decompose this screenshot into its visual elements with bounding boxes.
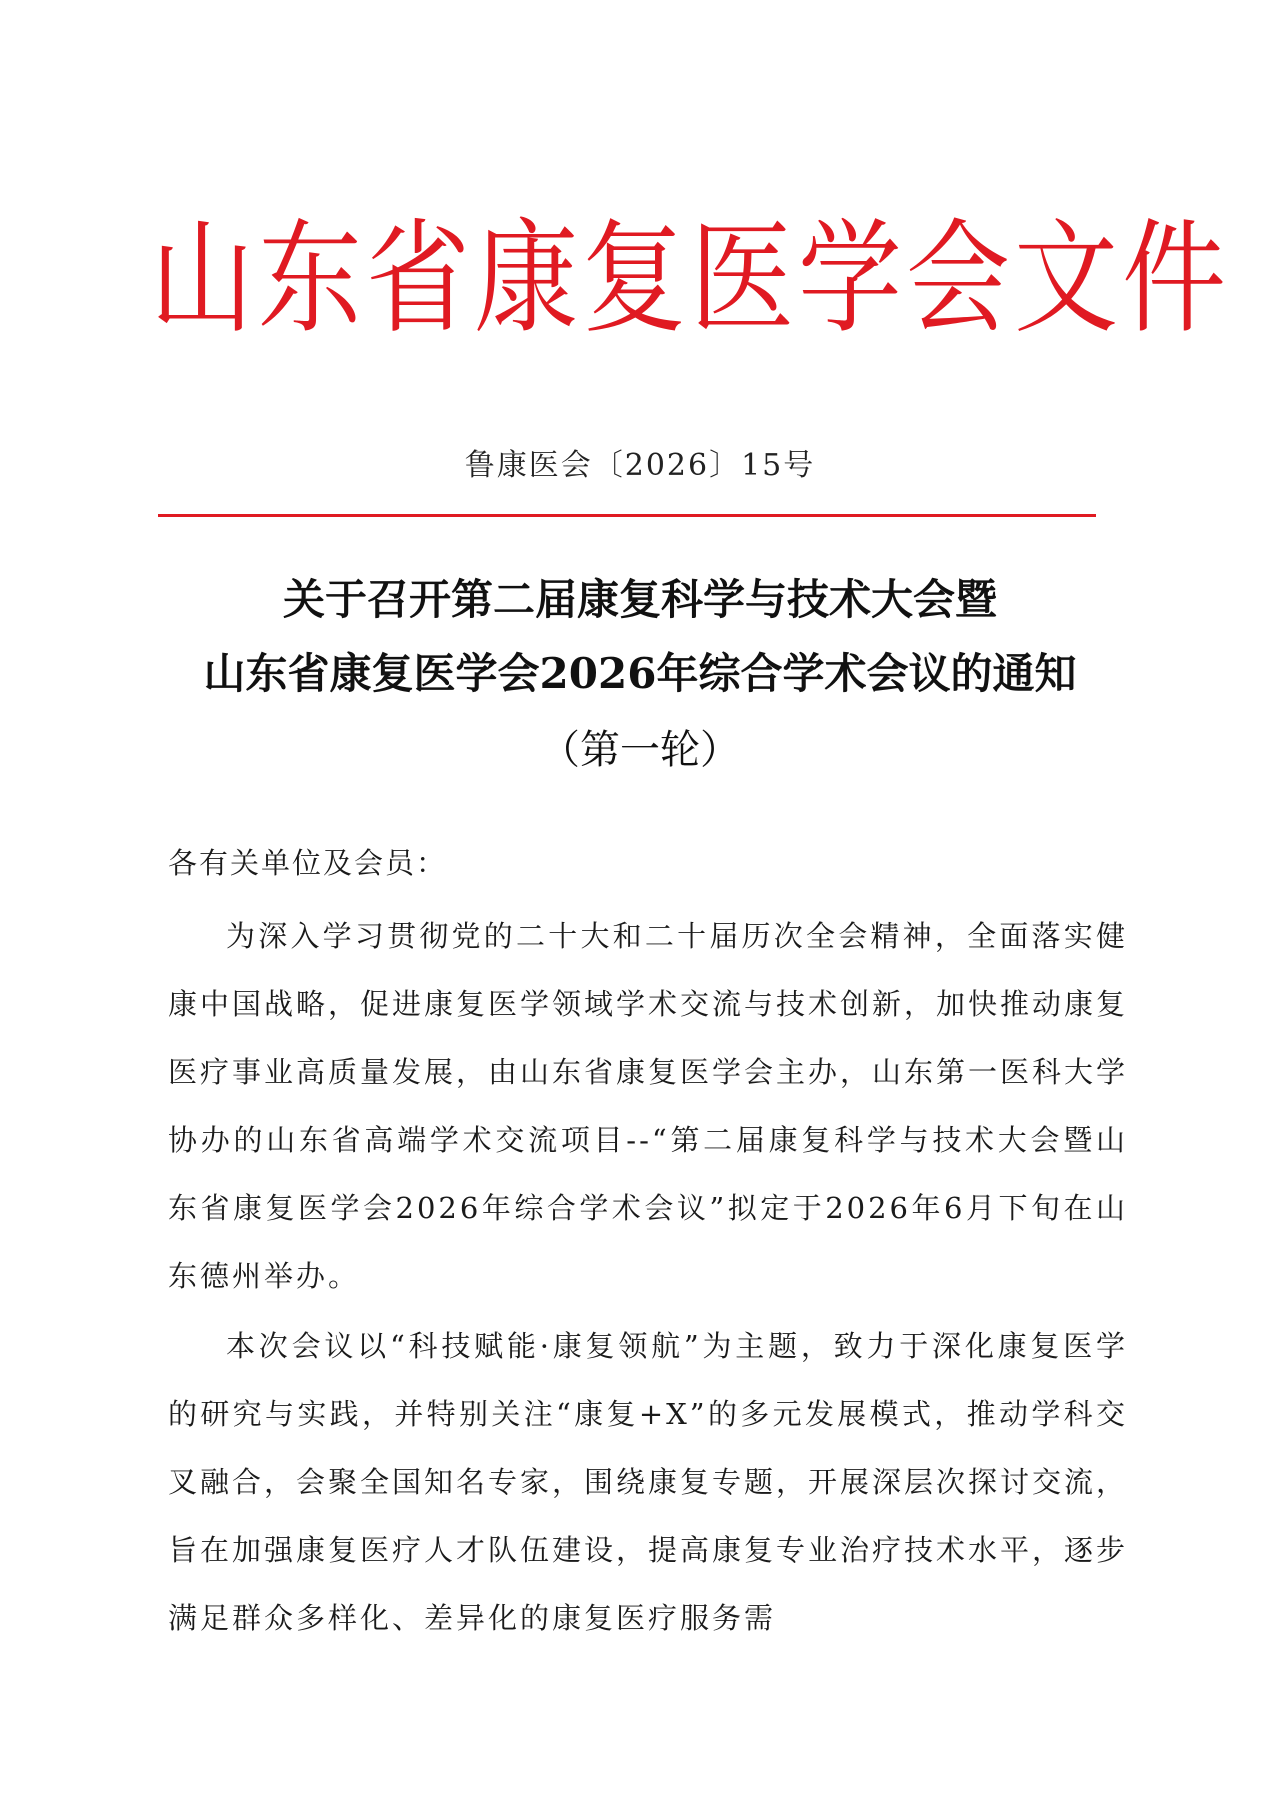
salutation: 各有关单位及会员： (168, 846, 448, 880)
red-divider-line (158, 514, 1096, 517)
notice-title-round: （第一轮） (540, 727, 740, 773)
org-file-title: 山东省康复医学会文件 (150, 206, 1231, 351)
body-paragraph-2: 本次会议以“科技赋能·康复领航”为主题，致力于深化康复医学的研究与实践，并特别关注“康复+X”的多元发展模式，推动学科交叉融合，会聚全国知名专家，围绕康复专题，开展深层次探讨交流，旨在加强康复医疗人才队伍建设，提高康复专业治疗技术水平，逐步满足群众多样化、差异化的康复医疗服务需 (168, 1329, 1129, 1635)
notice-title-line-1: 关于召开第二届康复科学与技术大会暨 (282, 575, 997, 624)
body-paragraph-1: 为深入学习贯彻党的二十大和二十届历次全会精神，全面落实健康中国战略，促进康复医学领域学术交流与技术创新，加快推动康复医疗事业高质量发展，由山东省康复医学会主办，山东第一医科大学协办的山东省高端学术交流项目--“第二届康复科学与技术大会暨山东省康复医学会2026年综合学术会议”拟定于2026年6月下旬在山东德州举办。 (168, 919, 1129, 1293)
notice-title-line-2: 山东省康复医学会2026年综合学术会议的通知 (203, 649, 1077, 698)
document-number: 鲁康医会〔2026〕15号 (464, 448, 816, 483)
